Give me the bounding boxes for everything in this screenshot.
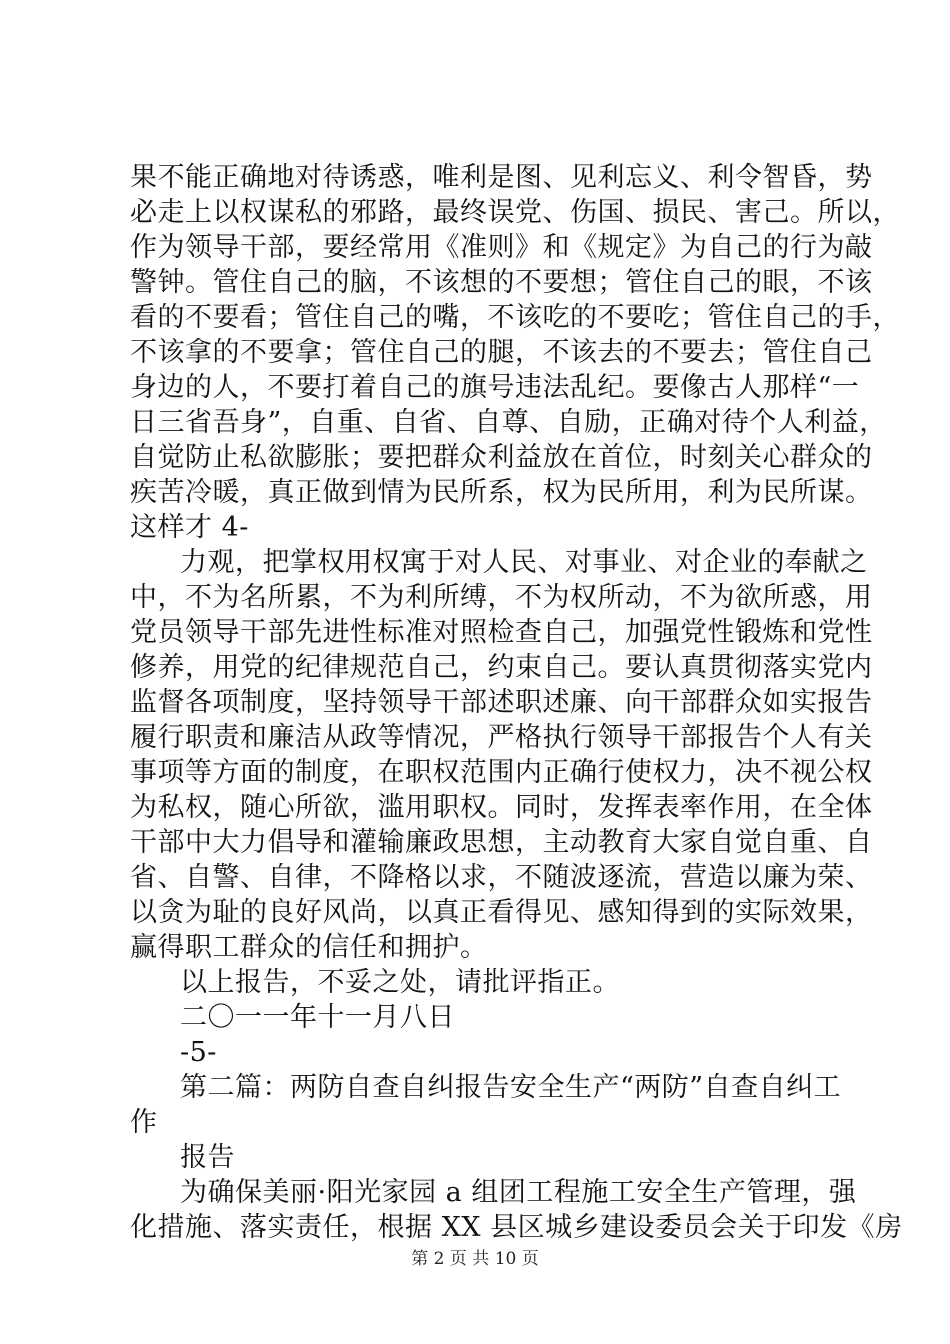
text-line: 疾苦冷暖，真正做到情为民所系，权为民所用，利为民所谋。 xyxy=(130,477,873,508)
text-line: 化措施、落实责任，根据 XX 县区城乡建设委员会关于印发《房 xyxy=(130,1212,903,1243)
text-line: 履行职责和廉洁从政等情况，严格执行领导干部报告个人有关 xyxy=(130,722,873,753)
text-line: 果不能正确地对待诱惑，唯利是图、见利忘义、利令智昏，势 xyxy=(130,162,873,193)
text-line: 力观，把掌权用权寓于对人民、对事业、对企业的奉献之 xyxy=(180,547,868,578)
text-line: 第二篇：两防自查自纠报告安全生产“两防”自查自纠工 xyxy=(180,1072,842,1103)
text-line: 作 xyxy=(130,1107,158,1138)
text-line: 警钟。管住自己的脑，不该想的不要想；管住自己的眼，不该 xyxy=(130,267,873,298)
text-line: 省、自警、自律，不降格以求，不随波逐流，营造以廉为荣、 xyxy=(130,862,873,893)
text-line: 为私权，随心所欲，滥用职权。同时，发挥表率作用，在全体 xyxy=(130,792,873,823)
text-line: 监督各项制度，坚持领导干部述职述廉、向干部群众如实报告 xyxy=(130,687,873,718)
text-line: 修养，用党的纪律规范自己，约束自己。要认真贯彻落实党内 xyxy=(130,652,873,683)
text-line: 事项等方面的制度，在职权范围内正确行使权力，决不视公权 xyxy=(130,757,873,788)
text-line: 中，不为名所累，不为利所缚，不为权所动，不为欲所惑，用 xyxy=(130,582,873,613)
text-line: 报告 xyxy=(180,1142,235,1173)
text-line: 必走上以权谋私的邪路，最终误党、伤国、损民、害己。所以， xyxy=(130,197,900,228)
text-line: 赢得职工群众的信任和拥护。 xyxy=(130,932,488,963)
text-line: 不该拿的不要拿；管住自己的腿，不该去的不要去；管住自己 xyxy=(130,337,873,368)
text-line: 作为领导干部，要经常用《准则》和《规定》为自己的行为敲 xyxy=(130,232,873,263)
text-line: 以贪为耻的良好风尚，以真正看得见、感知得到的实际效果， xyxy=(130,897,873,928)
text-line: 日三省吾身”，自重、自省、自尊、自励，正确对待个人利益， xyxy=(130,407,887,438)
text-line: 二〇一一年十一月八日 xyxy=(180,1002,455,1033)
text-line: 这样才 4- xyxy=(130,512,249,543)
text-line: 干部中大力倡导和灌输廉政思想，主动教育大家自觉自重、自 xyxy=(130,827,873,858)
text-line: -5- xyxy=(180,1037,217,1068)
text-line: 身边的人，不要打着自己的旗号违法乱纪。要像古人那样“一 xyxy=(130,372,860,403)
text-line: 为确保美丽·阳光家园 a 组团工程施工安全生产管理，强 xyxy=(180,1177,857,1208)
text-line: 看的不要看；管住自己的嘴，不该吃的不要吃；管住自己的手， xyxy=(130,302,900,333)
page-footer: 第 2 页 共 10 页 xyxy=(411,1249,539,1269)
text-line: 以上报告，不妥之处，请批评指正。 xyxy=(180,967,620,998)
text-line: 自觉防止私欲膨胀；要把群众利益放在首位，时刻关心群众的 xyxy=(130,442,873,473)
text-line: 党员领导干部先进性标准对照检查自己，加强党性锻炼和党性 xyxy=(130,617,873,648)
